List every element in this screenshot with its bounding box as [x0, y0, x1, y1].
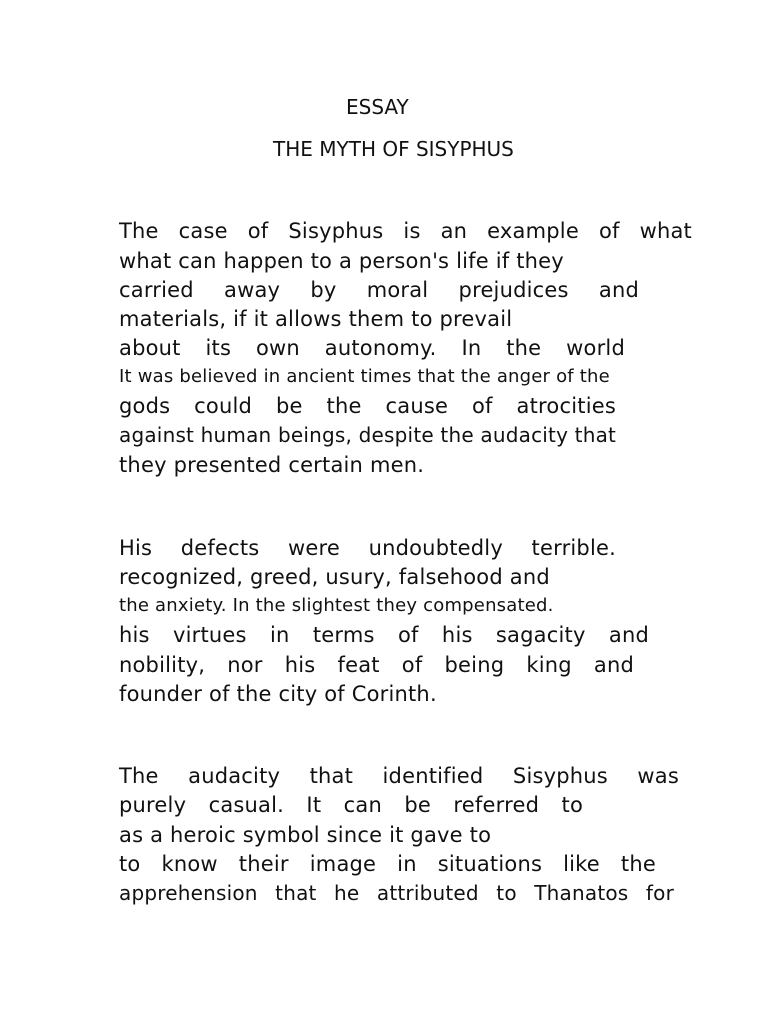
- paragraph-line: The audacity that identified Sisyphus was: [119, 764, 679, 788]
- paragraph-line: founder of the city of Corinth.: [119, 682, 437, 706]
- paragraph-line: The case of Sisyphus is an example of what: [119, 219, 692, 243]
- paragraph-line: gods could be the cause of atrocities: [119, 394, 616, 418]
- paragraph-line: apprehension that he attributed to Thanatos for: [119, 881, 674, 905]
- paragraph-line: It was believed in ancient times that the anger of the: [119, 366, 610, 387]
- paragraph-line: they presented certain men.: [119, 453, 425, 477]
- paragraph-line: nobility, nor his feat of being king and: [119, 653, 634, 677]
- paragraph-line: the anxiety. In the slightest they compensated.: [119, 595, 554, 616]
- paragraph-line: what can happen to a person's life if they: [119, 249, 564, 273]
- paragraph-line: against human beings, despite the audacity that: [119, 423, 617, 447]
- document-title: THE MYTH OF SISYPHUS: [273, 137, 514, 161]
- paragraph-line: purely casual. It can be referred to: [119, 793, 583, 817]
- paragraph-line: carried away by moral prejudices and: [119, 278, 639, 302]
- paragraph-line: His defects were undoubtedly terrible.: [119, 536, 616, 560]
- paragraph-line: recognized, greed, usury, falsehood and: [119, 565, 550, 589]
- paragraph-line: about its own autonomy. In the world: [119, 336, 625, 360]
- paragraph-line: materials, if it allows them to prevail: [119, 307, 513, 331]
- paragraph-line: to know their image in situations like the: [119, 852, 656, 876]
- paragraph-line: as a heroic symbol since it gave to: [119, 823, 492, 847]
- paragraph-line: his virtues in terms of his sagacity and: [119, 623, 649, 647]
- essay-label: ESSAY: [346, 95, 409, 119]
